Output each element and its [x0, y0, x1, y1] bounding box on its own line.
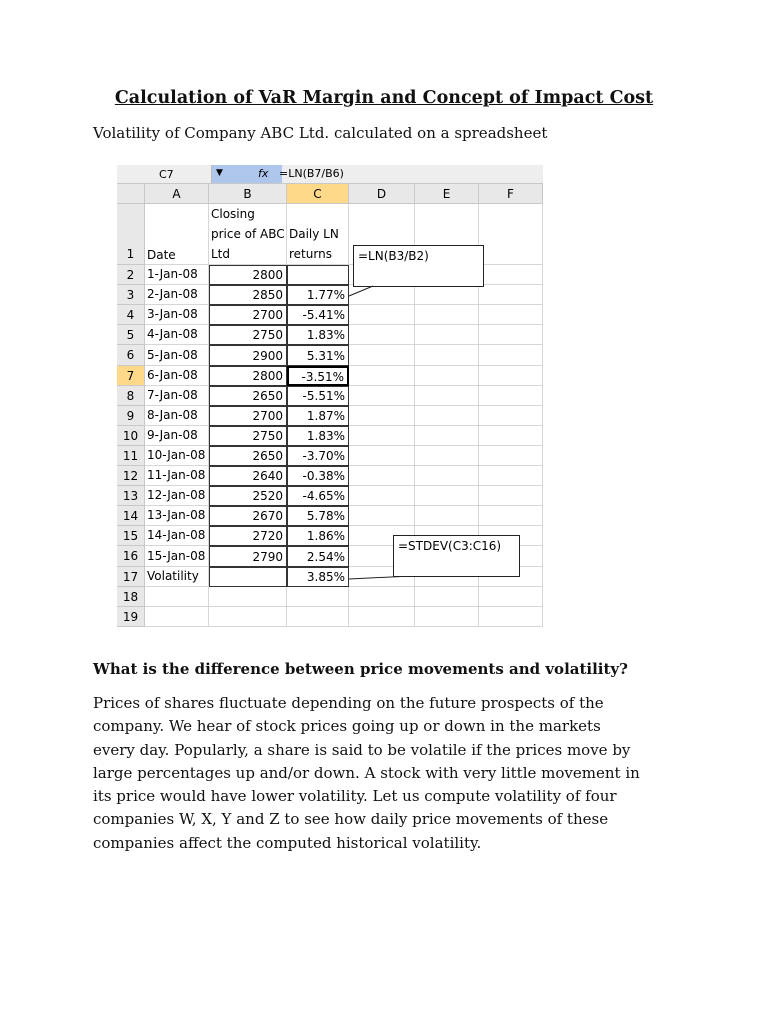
column-header[interactable]: E: [415, 184, 479, 204]
row-header[interactable]: 18: [117, 587, 145, 607]
active-cell[interactable]: -3.51%: [287, 366, 349, 386]
price-cell[interactable]: 2750: [209, 325, 287, 345]
return-cell[interactable]: 1.86%: [287, 526, 349, 546]
paragraph-line: companies W, X, Y and Z to see how daily price movements of these: [93, 810, 609, 829]
paragraph-line: its price would have lower volatility. Let us compute volatility of four: [93, 787, 617, 806]
date-cell[interactable]: 8-Jan-08: [145, 406, 209, 426]
row-header[interactable]: 5: [117, 325, 145, 345]
return-cell[interactable]: 2.54%: [287, 546, 349, 567]
price-cell[interactable]: 2650: [209, 386, 287, 406]
date-cell[interactable]: 11-Jan-08: [145, 466, 209, 486]
return-cell[interactable]: 3.85%: [287, 567, 349, 587]
return-cell[interactable]: -5.51%: [287, 386, 349, 406]
price-cell[interactable]: 2670: [209, 506, 287, 526]
row-header[interactable]: 8: [117, 386, 145, 406]
section-question: What is the difference between price movements and volatility?: [93, 660, 628, 678]
column-header[interactable]: C: [287, 184, 349, 204]
return-cell[interactable]: 1.83%: [287, 325, 349, 345]
return-cell[interactable]: -3.70%: [287, 446, 349, 466]
paragraph-line: company. We hear of stock prices going up or down in the markets: [93, 717, 601, 736]
row-header[interactable]: 3: [117, 285, 145, 305]
date-cell[interactable]: 14-Jan-08: [145, 526, 209, 546]
fx-icon[interactable]: fx: [258, 167, 269, 180]
price-cell[interactable]: 2700: [209, 305, 287, 325]
date-cell[interactable]: Volatility: [145, 567, 209, 587]
price-cell[interactable]: 2790: [209, 546, 287, 567]
column-header[interactable]: F: [479, 184, 543, 204]
row-header[interactable]: 19: [117, 607, 145, 627]
subtitle: Volatility of Company ABC Ltd. calculated on a spreadsheet: [93, 124, 548, 142]
column-header[interactable]: A: [145, 184, 209, 204]
date-cell[interactable]: 10-Jan-08: [145, 446, 209, 466]
name-box-value: C7: [159, 168, 174, 181]
row-header[interactable]: 17: [117, 567, 145, 587]
date-cell[interactable]: 5-Jan-08: [145, 345, 209, 366]
paragraph-line: every day. Popularly, a share is said to be volatile if the prices move by: [93, 740, 631, 759]
date-cell[interactable]: 7-Jan-08: [145, 386, 209, 406]
row-header[interactable]: 16: [117, 546, 145, 567]
price-cell[interactable]: 2800: [209, 265, 287, 285]
return-cell[interactable]: 5.78%: [287, 506, 349, 526]
callout-ln-formula: =LN(B3/B2): [353, 245, 484, 287]
formula-value[interactable]: =LN(B7/B6): [279, 167, 344, 180]
row-header[interactable]: 1: [117, 204, 145, 265]
header-cell-daily-returns[interactable]: Daily LN returns: [287, 204, 349, 265]
row-header[interactable]: 9: [117, 406, 145, 426]
row-header[interactable]: 10: [117, 426, 145, 446]
date-cell[interactable]: 1-Jan-08: [145, 265, 209, 285]
date-cell[interactable]: 2-Jan-08: [145, 285, 209, 305]
column-header[interactable]: B: [209, 184, 287, 204]
paragraph-line: large percentages up and/or down. A stock with very little movement in: [93, 763, 640, 782]
paragraph-line: companies affect the computed historical volatility.: [93, 833, 482, 852]
page-title: Calculation of VaR Margin and Concept of Impact Cost: [114, 88, 654, 108]
row-header[interactable]: 14: [117, 506, 145, 526]
body-paragraph: [93, 692, 683, 855]
price-cell[interactable]: 2850: [209, 285, 287, 305]
return-cell[interactable]: -4.65%: [287, 486, 349, 506]
date-cell[interactable]: 4-Jan-08: [145, 325, 209, 345]
price-cell[interactable]: 2520: [209, 486, 287, 506]
price-cell[interactable]: 2640: [209, 466, 287, 486]
row-header[interactable]: 2: [117, 265, 145, 285]
spreadsheet: [117, 165, 543, 627]
paragraph-line: Prices of shares fluctuate depending on the future prospects of the: [93, 694, 604, 712]
row-header[interactable]: 11: [117, 446, 145, 466]
return-cell[interactable]: 1.87%: [287, 406, 349, 426]
row-header[interactable]: 7: [117, 366, 145, 386]
row-header[interactable]: 4: [117, 305, 145, 325]
date-cell[interactable]: 15-Jan-08: [145, 546, 209, 567]
date-cell[interactable]: 12-Jan-08: [145, 486, 209, 506]
date-cell[interactable]: 3-Jan-08: [145, 305, 209, 325]
price-cell[interactable]: 2700: [209, 406, 287, 426]
header-cell-closing-price[interactable]: Closing price of ABC Ltd: [209, 204, 287, 265]
row-header[interactable]: 12: [117, 466, 145, 486]
return-cell[interactable]: 1.83%: [287, 426, 349, 446]
callout-stdev-formula: =STDEV(C3:C16): [393, 535, 520, 577]
date-cell[interactable]: 6-Jan-08: [145, 366, 209, 386]
row-header[interactable]: 13: [117, 486, 145, 506]
price-cell[interactable]: 2720: [209, 526, 287, 546]
price-cell[interactable]: 2750: [209, 426, 287, 446]
callout-ln-pointer: [349, 286, 373, 296]
return-cell[interactable]: 5.31%: [287, 345, 349, 366]
return-cell[interactable]: -0.38%: [287, 466, 349, 486]
dropdown-arrow-icon[interactable]: ▼: [216, 168, 223, 178]
return-cell[interactable]: 1.77%: [287, 285, 349, 305]
return-cell[interactable]: -5.41%: [287, 305, 349, 325]
row-header[interactable]: 6: [117, 345, 145, 366]
row-header[interactable]: 15: [117, 526, 145, 546]
header-cell-date[interactable]: Date: [145, 204, 209, 265]
date-cell[interactable]: 9-Jan-08: [145, 426, 209, 446]
price-cell[interactable]: 2800: [209, 366, 287, 386]
price-cell[interactable]: 2650: [209, 446, 287, 466]
date-cell[interactable]: 13-Jan-08: [145, 506, 209, 526]
price-cell[interactable]: 2900: [209, 345, 287, 366]
column-header[interactable]: D: [349, 184, 415, 204]
